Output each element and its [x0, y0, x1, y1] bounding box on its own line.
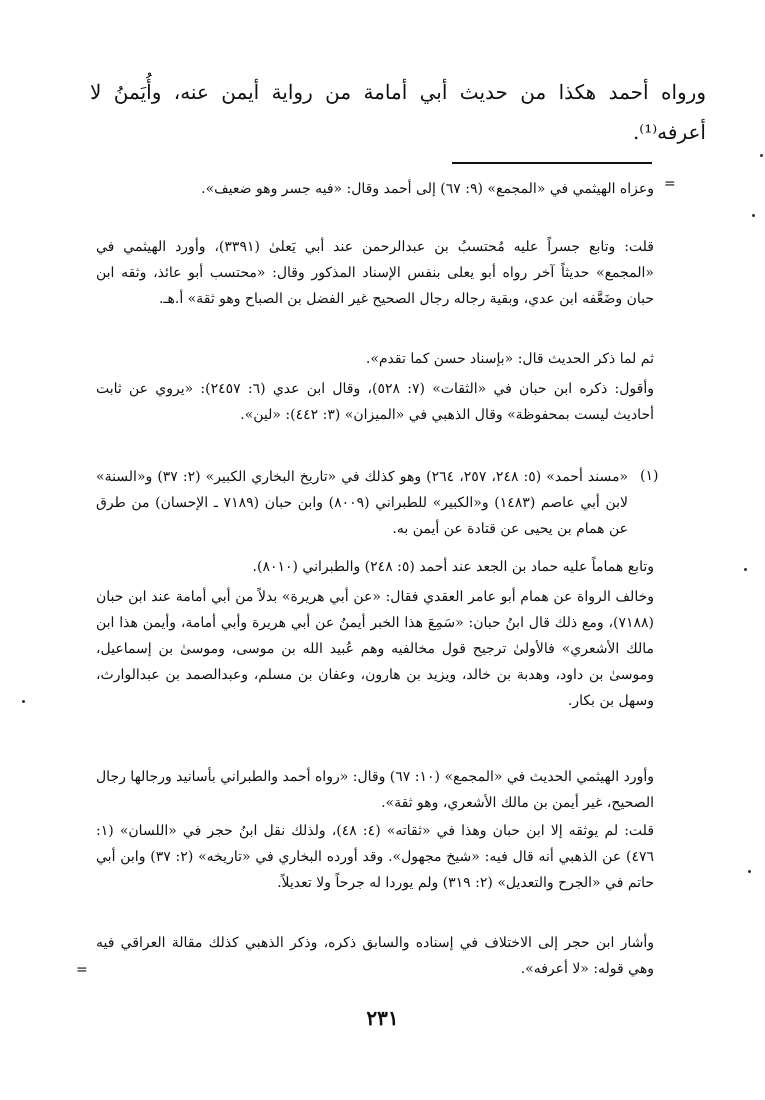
footnote-paragraph-5: «مسند أحمد» (٥: ٢٤٨، ٢٥٧، ٢٦٤) وهو كذلك في «تاريخ البخاري الكبير» (٢: ٣٧) و«السنة» لابن أبي عاصم (١٤٨٣) و«الكبير» للطبراني (٨٠٠٩) وابن حبان (٧١٨٩ ـ الإحسان) من طرق عن همام بن يحيى عن قتادة عن أيمن به. [96, 469, 629, 537]
continuation-mark-top: = [664, 176, 676, 192]
footnote-paragraph-10: وأشار ابن حجر إلى الاختلاف في إسناده والسابق ذكره، وذكر الذهبي كذلك مقالة العراقي فيه وهي قوله: «لا أعرفه». [96, 935, 654, 977]
footnote-paragraph-6: وتابع هماماً عليه حماد بن الجعد عند أحمد (٥: ٢٤٨) والطبراني (٨٠١٠). [252, 559, 654, 575]
footnote-separator [452, 162, 652, 164]
footnote-number: (١) [640, 468, 659, 484]
main-text: ورواه أحمد هكذا من حديث أبي أمامة من رواية أيمن عنه، وأُيَمنُ لا أعرفه⁽¹⁾. [90, 80, 706, 144]
scan-speck [752, 214, 755, 217]
footnote-paragraph-1: وعزاه الهيثمي في «المجمع» (٩: ٦٧) إلى أحمد وقال: «فيه جسر وهو ضعيف». [201, 181, 654, 197]
footnote-paragraph-4: وأقول: ذكره ابن حبان في «الثقات» (٧: ٥٢٨)، وقال ابن عدي (٦: ٢٤٥٧): «يروي عن ثابت أحاديث ليست بمحفوظة» وقال الذهبي في «الميزان» (٣: ٤٤٢): «لين». [96, 381, 655, 423]
scan-speck [22, 700, 25, 703]
page-number: ٢٣١ [366, 1006, 399, 1030]
footnote-paragraph-9: قلت: لم يوثقه إلا ابن حبان وهذا في «ثقاته» (٤: ٤٨)، ولذلك نقل ابنُ حجر في «اللسان» (١: ٤٧٦) عن الذهبي أنه قال فيه: «شيخ مجهول». وقد أورده البخاري في «تاريخه» (٢: ٣٧) وابن أبي حاتم في «الجرح والتعديل» (٢: ٣١٩) ولم يوردا له جرحاً ولا تعديلاً. [96, 823, 655, 891]
footnote-paragraph-8: وأورد الهيثمي الحديث في «المجمع» (١٠: ٦٧) وقال: «رواه أحمد والطبراني بأسانيد ورجالها رجال الصحيح، غير أيمن بن مالك الأشعري، وهو ثقة». [96, 769, 654, 811]
scan-speck [760, 154, 763, 157]
scan-speck [744, 568, 747, 571]
footnote-paragraph-2: قلت: وتابع جسراً عليه مُحتسبُ بن عبدالرحمن عند أبي يَعلىٰ (٣٣٩١)، وأورد الهيثمي في «المجمع» حديثاً آخر رواه أبو يعلى بنفس الإسناد المذكور وقال: «محتسب أبو عائذ، وثقه ابن حبان وضَعَّفه ابن عدي، وبقية رجاله رجال الصحيح غير الفضل بن الصباح وهو ثقة» أ.هـ. [96, 239, 655, 307]
continuation-mark-bottom: = [76, 962, 88, 978]
scan-speck [748, 870, 751, 873]
footnote-paragraph-7: وخالف الرواة عن همام أبو عامر العقدي فقال: «عن أبي هريرة» بدلاً من أبي أمامة عند ابن حبان (٧١٨٨)، ومع ذلك قال ابنُ حبان: «سَمِعَ هذا الخبر أيمنُ عن أبي هريرة وأبي أمامة، وأيمن هذا ابن مالك الأشعري» فالأولىٰ ترجيح قول مخالفيه وهم عُبيد الله بن موسى، وموسىٰ بن إسماعيل، وموسىٰ بن داود، وهدبة بن خالد، ويزيد بن هارون، وعفان بن مسلم، وعبدالصمد بن عبدالوارث، وسهل بن بكار. [96, 589, 654, 709]
footnote-paragraph-3: ثم لما ذكر الحديث قال: «بإسناد حسن كما تقدم». [365, 351, 654, 367]
